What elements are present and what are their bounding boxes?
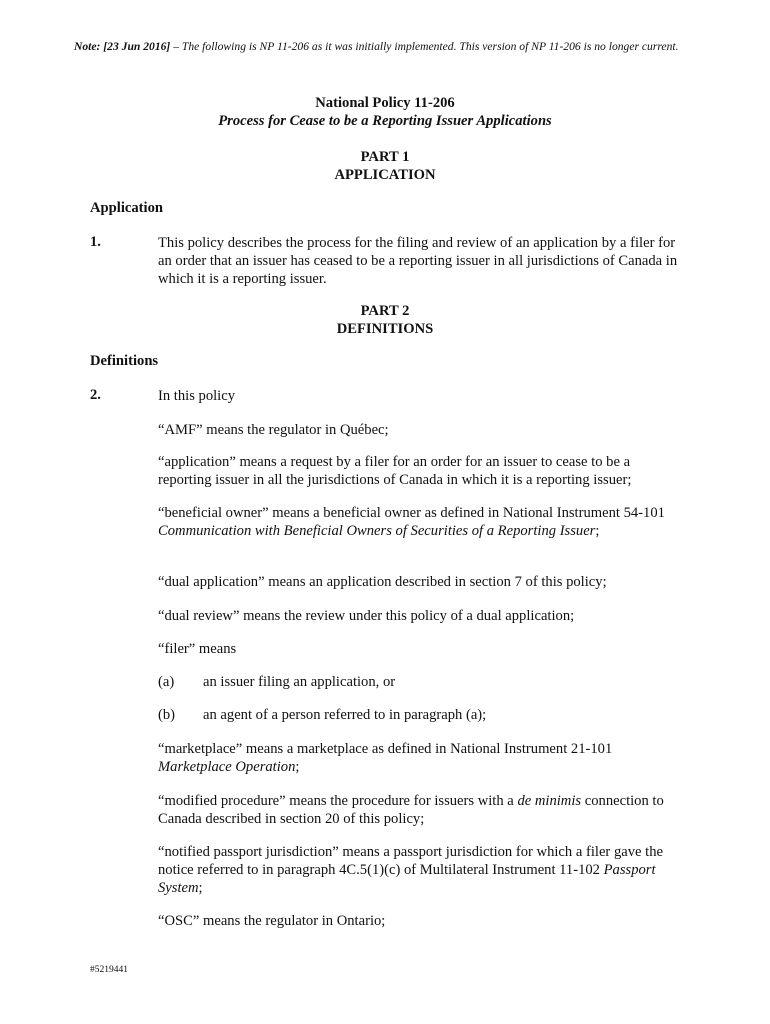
part1-title: APPLICATION <box>334 167 436 183</box>
filer-item-a-text: an issuer filing an application, or <box>203 674 396 690</box>
section-1-text: This policy describes the process for the filing and review of an application by a filer for an order that an issuer has ceased to be a reporting issuer in all jurisdictions of Canada in which it is a reporting issuer. <box>158 235 678 287</box>
definition-marketplace: “marketplace” means a marketplace as defined in National Instrument 21-101 Marketplace Operation; <box>158 741 613 775</box>
definition-amf: “AMF” means the regulator in Québec; <box>158 422 389 438</box>
note-text: – The following is NP 11-206 as it was initially implemented. This version of NP 11-206 is no longer current. <box>170 40 679 53</box>
definition-dual-application: “dual application” means an application described in section 7 of this policy; <box>158 574 607 590</box>
version-note <box>74 38 694 56</box>
definition-notified-passport-jurisdiction: “notified passport jurisdiction” means a passport jurisdiction for which a filer gave the notice referred to in paragraph 4C.5(1)(c) of Multilateral Instrument 11-102 Passport System; <box>158 844 663 896</box>
definition-filer: “filer” means <box>158 641 237 657</box>
part2-number: PART 2 <box>360 303 410 319</box>
definitions-intro: In this policy <box>158 388 236 404</box>
document-title: National Policy 11-206 <box>315 95 455 111</box>
application-heading: Application <box>90 200 163 216</box>
note-date: Note: [23 Jun 2016] <box>74 40 171 53</box>
filer-item-b-label: (b) <box>158 707 176 723</box>
definitions-heading: Definitions <box>90 353 159 369</box>
document-subtitle: Process for Cease to be a Reporting Issuer Applications <box>218 113 552 129</box>
definition-beneficial-owner: “beneficial owner” means a beneficial owner as defined in National Instrument 54-101 Communication with Beneficial Owners of Securities of a Reporting Issuer; <box>158 505 665 539</box>
definition-application: “application” means a request by a filer for an order for an issuer to cease to be a reporting issuer in all the jurisdictions of Canada in which it is a reporting issuer; <box>158 454 632 488</box>
definition-osc: “OSC” means the regulator in Ontario; <box>158 913 386 929</box>
part2-title: DEFINITIONS <box>336 321 434 337</box>
filer-item-a-label: (a) <box>158 674 175 690</box>
filer-item-b-text: an agent of a person referred to in paragraph (a); <box>203 707 487 723</box>
definition-modified-procedure: “modified procedure” means the procedure for issuers with a de minimis connection to Canada described in section 20 of this policy; <box>158 793 664 827</box>
document-number: #5219441 <box>90 965 128 975</box>
definition-dual-review: “dual review” means the review under this policy of a dual application; <box>158 608 575 624</box>
section-1-number: 1. <box>90 234 101 250</box>
section-2-number: 2. <box>90 387 101 403</box>
part1-number: PART 1 <box>360 149 410 165</box>
